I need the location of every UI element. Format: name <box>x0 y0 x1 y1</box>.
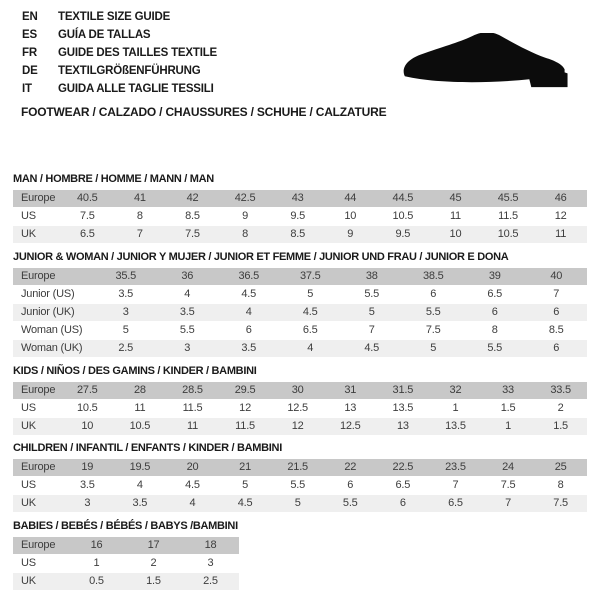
table-row <box>13 400 587 417</box>
category-line: FOOTWEAR / CALZADO / CHAUSSURES / SCHUHE / CALZATURE <box>21 105 387 119</box>
section-kids <box>13 365 587 436</box>
size-cell: 7.5 <box>185 228 200 240</box>
size-cell: 10.5 <box>76 402 98 414</box>
language-label: GUIDA ALLE TAGLIE TESSILI <box>58 83 214 95</box>
table-row <box>13 286 587 303</box>
row-label: UK <box>21 228 36 240</box>
size-cell: 6.5 <box>487 288 503 300</box>
size-cell: 3 <box>122 306 129 318</box>
size-cell: 5.5 <box>342 497 358 509</box>
size-cell: 3.5 <box>79 479 95 491</box>
row-label: US <box>21 210 36 222</box>
size-cell: 19 <box>81 461 94 473</box>
size-cell: 5.5 <box>179 324 195 336</box>
size-table-junior-woman <box>13 268 587 357</box>
row-label: Europe <box>21 539 56 551</box>
size-cell: 33.5 <box>550 384 571 396</box>
size-cell: 3.5 <box>132 497 148 509</box>
size-cell: 5 <box>307 288 314 300</box>
size-cell: 12.5 <box>339 420 361 432</box>
size-cell: 12.5 <box>287 402 308 414</box>
size-cell: 8 <box>557 479 564 491</box>
size-cell: 39 <box>488 270 501 282</box>
size-cell: 5.5 <box>290 479 306 491</box>
table-row <box>13 495 587 512</box>
table-row <box>13 208 587 225</box>
row-label: US <box>21 557 36 569</box>
size-cell: 28.5 <box>182 384 203 396</box>
size-cell: 7.5 <box>500 479 516 491</box>
size-table-children <box>13 459 587 512</box>
size-cell: 19.5 <box>129 461 151 473</box>
size-cell: 10 <box>81 420 94 432</box>
row-label: Woman (UK) <box>21 342 83 354</box>
table-row <box>13 382 587 399</box>
row-label: Europe <box>21 384 56 396</box>
size-cell: 24 <box>502 461 514 473</box>
size-cell: 33 <box>502 384 514 396</box>
size-cell: 27.5 <box>76 384 98 396</box>
size-cell: 25 <box>554 461 567 473</box>
row-label: Europe <box>21 192 56 204</box>
size-cell: 5.5 <box>364 288 380 300</box>
size-cell: 11.5 <box>498 210 518 222</box>
size-cell: 7 <box>136 228 143 240</box>
size-cell: 5.5 <box>487 342 503 354</box>
size-cell: 7.5 <box>79 210 95 222</box>
size-cell: 11.5 <box>235 420 255 432</box>
size-cell: 6.5 <box>448 497 463 509</box>
row-label: US <box>21 402 36 414</box>
size-cell: 7 <box>505 497 511 509</box>
size-cell: 10.5 <box>392 210 414 222</box>
size-cell: 35.5 <box>115 270 137 282</box>
size-cell: 22 <box>344 461 357 473</box>
section-title: MAN / HOMBRE / HOMME / MANN / MAN <box>13 173 214 185</box>
language-label: TEXTILE SIZE GUIDE <box>58 11 171 23</box>
size-cell: 21.5 <box>287 461 308 473</box>
size-cell: 3.5 <box>241 342 257 354</box>
size-cell: 4 <box>245 306 252 318</box>
size-cell: 5.5 <box>425 306 441 318</box>
size-cell: 31 <box>344 384 357 396</box>
size-cell: 32 <box>449 384 462 396</box>
size-cell: 12 <box>554 210 567 222</box>
size-cell: 5 <box>242 479 249 491</box>
table-row <box>13 537 239 554</box>
size-cell: 46 <box>554 192 567 204</box>
size-cell: 16 <box>90 539 103 551</box>
size-table-kids <box>13 382 587 435</box>
size-cell: 4 <box>136 479 143 491</box>
size-cell: 8 <box>136 210 143 222</box>
size-cell: 10 <box>344 210 357 222</box>
table-row <box>13 573 239 590</box>
size-cell: 4.5 <box>237 497 253 509</box>
size-cell: 5 <box>368 306 375 318</box>
section-babies <box>13 520 239 591</box>
row-label: UK <box>21 575 36 587</box>
section-junior-woman <box>13 251 587 358</box>
size-cell: 12 <box>291 420 304 432</box>
size-cell: 8.5 <box>185 210 200 222</box>
size-cell: 6.5 <box>395 479 411 491</box>
size-cell: 45 <box>449 192 462 204</box>
size-cell: 29.5 <box>234 384 256 396</box>
size-cell: 10.5 <box>129 420 151 432</box>
table-row <box>13 477 587 494</box>
size-cell: 20 <box>186 461 199 473</box>
size-cell: 4 <box>307 342 314 354</box>
table-row <box>13 418 587 435</box>
size-cell: 13 <box>344 402 357 414</box>
table-row <box>13 459 587 476</box>
section-children <box>13 442 587 513</box>
section-title: KIDS / NIÑOS / DES GAMINS / KINDER / BAMBINI <box>13 365 257 377</box>
language-list <box>22 8 217 98</box>
size-cell: 11 <box>449 210 461 222</box>
size-cell: 0.5 <box>89 575 104 587</box>
section-title: CHILDREN / INFANTIL / ENFANTS / KINDER / BAMBINI <box>13 442 282 454</box>
table-row <box>13 190 587 207</box>
language-code: ES <box>22 29 37 41</box>
row-label: Europe <box>21 461 56 473</box>
size-cell: 8 <box>491 324 498 336</box>
row-label: US <box>21 479 36 491</box>
size-cell: 4 <box>184 288 191 300</box>
size-cell: 38.5 <box>422 270 444 282</box>
size-cell: 7.5 <box>553 497 568 509</box>
size-cell: 6 <box>430 288 437 300</box>
size-cell: 3 <box>207 557 214 569</box>
size-cell: 44.5 <box>392 192 414 204</box>
size-cell: 8 <box>242 228 249 240</box>
language-label: GUIDE DES TAILLES TEXTILE <box>58 47 217 59</box>
size-cell: 37.5 <box>299 270 321 282</box>
size-cell: 3.5 <box>118 288 134 300</box>
language-code: FR <box>22 47 37 59</box>
size-cell: 45.5 <box>497 192 519 204</box>
size-cell: 6.5 <box>79 228 95 240</box>
row-label: Junior (UK) <box>21 306 75 318</box>
shoe-icon <box>398 33 594 94</box>
row-label: Junior (US) <box>21 288 75 300</box>
size-cell: 2 <box>150 557 157 569</box>
size-cell: 42 <box>186 192 199 204</box>
size-cell: 7.5 <box>425 324 441 336</box>
size-cell: 31.5 <box>392 384 414 396</box>
section-title: BABIES / BEBÉS / BÉBÉS / BABYS /BAMBINI <box>13 520 238 532</box>
size-cell: 18 <box>204 539 217 551</box>
table-row <box>13 340 587 357</box>
size-cell: 11 <box>186 420 198 432</box>
size-cell: 1.5 <box>146 575 161 587</box>
size-cell: 38 <box>365 270 378 282</box>
size-cell: 8.5 <box>290 228 306 240</box>
size-cell: 6 <box>399 497 406 509</box>
size-cell: 11 <box>134 402 146 414</box>
size-cell: 9.5 <box>395 228 411 240</box>
size-cell: 9 <box>242 210 249 222</box>
language-label: TEXTILGRÖßENFÜHRUNG <box>58 65 201 77</box>
size-cell: 13.5 <box>445 420 466 432</box>
size-cell: 4.5 <box>302 306 318 318</box>
language-row <box>22 8 217 26</box>
size-cell: 7 <box>368 324 375 336</box>
table-row <box>13 322 587 339</box>
size-cell: 22.5 <box>392 461 414 473</box>
size-cell: 13.5 <box>392 402 414 414</box>
section-title: JUNIOR & WOMAN / JUNIOR Y MUJER / JUNIOR ET FEMME / JUNIOR UND FRAU / JUNIOR E DONA <box>13 251 509 263</box>
size-cell: 3 <box>184 342 191 354</box>
size-cell: 41 <box>133 192 146 204</box>
table-row <box>13 304 587 321</box>
language-label: GUÍA DE TALLAS <box>58 29 151 41</box>
size-cell: 2.5 <box>118 342 134 354</box>
size-cell: 44 <box>344 192 357 204</box>
size-cell: 5 <box>122 324 129 336</box>
language-row <box>22 44 217 62</box>
table-row <box>13 226 587 243</box>
size-cell: 6 <box>347 479 354 491</box>
size-table-babies <box>13 537 239 590</box>
size-cell: 7 <box>452 479 459 491</box>
size-cell: 2.5 <box>203 575 218 587</box>
size-cell: 28 <box>133 384 146 396</box>
size-cell: 9.5 <box>290 210 306 222</box>
size-cell: 4.5 <box>364 342 380 354</box>
size-cell: 11.5 <box>182 402 203 414</box>
language-row <box>22 26 217 44</box>
size-cell: 9 <box>347 228 354 240</box>
size-cell: 40.5 <box>76 192 98 204</box>
size-cell: 6.5 <box>302 324 318 336</box>
size-cell: 36 <box>181 270 194 282</box>
size-cell: 17 <box>147 539 160 551</box>
table-row <box>13 268 587 285</box>
size-cell: 4.5 <box>241 288 257 300</box>
size-cell: 3.5 <box>179 306 195 318</box>
size-cell: 13 <box>396 420 409 432</box>
size-cell: 7 <box>553 288 560 300</box>
size-cell: 12 <box>239 402 251 414</box>
size-cell: 4 <box>189 497 196 509</box>
row-label: Woman (US) <box>21 324 83 336</box>
size-cell: 2 <box>557 402 564 414</box>
section-man <box>13 173 587 244</box>
row-label: UK <box>21 420 36 432</box>
language-row <box>22 62 217 80</box>
size-cell: 1 <box>452 402 459 414</box>
size-cell: 1.5 <box>500 402 516 414</box>
size-cell: 1 <box>505 420 511 432</box>
size-cell: 5 <box>294 497 301 509</box>
size-cell: 43 <box>291 192 304 204</box>
size-cell: 23.5 <box>445 461 466 473</box>
size-cell: 6 <box>491 306 498 318</box>
size-cell: 6 <box>553 342 560 354</box>
size-cell: 4.5 <box>185 479 200 491</box>
size-cell: 5 <box>430 342 437 354</box>
size-cell: 40 <box>550 270 563 282</box>
size-cell: 10.5 <box>497 228 519 240</box>
size-cell: 21 <box>239 461 251 473</box>
size-cell: 10 <box>449 228 462 240</box>
size-cell: 1.5 <box>553 420 568 432</box>
table-row <box>13 555 239 572</box>
size-cell: 30 <box>291 384 304 396</box>
language-code: DE <box>22 65 38 77</box>
size-cell: 11 <box>555 228 567 240</box>
size-cell: 8.5 <box>548 324 564 336</box>
language-code: IT <box>22 83 32 95</box>
row-label: UK <box>21 497 36 509</box>
size-cell: 6 <box>245 324 252 336</box>
row-label: Europe <box>21 270 56 282</box>
size-cell: 1 <box>93 557 100 569</box>
language-row <box>22 80 217 98</box>
language-code: EN <box>22 11 38 23</box>
size-cell: 6 <box>553 306 560 318</box>
size-table-man <box>13 190 587 243</box>
size-cell: 36.5 <box>238 270 260 282</box>
size-cell: 42.5 <box>234 192 256 204</box>
size-cell: 3 <box>84 497 91 509</box>
